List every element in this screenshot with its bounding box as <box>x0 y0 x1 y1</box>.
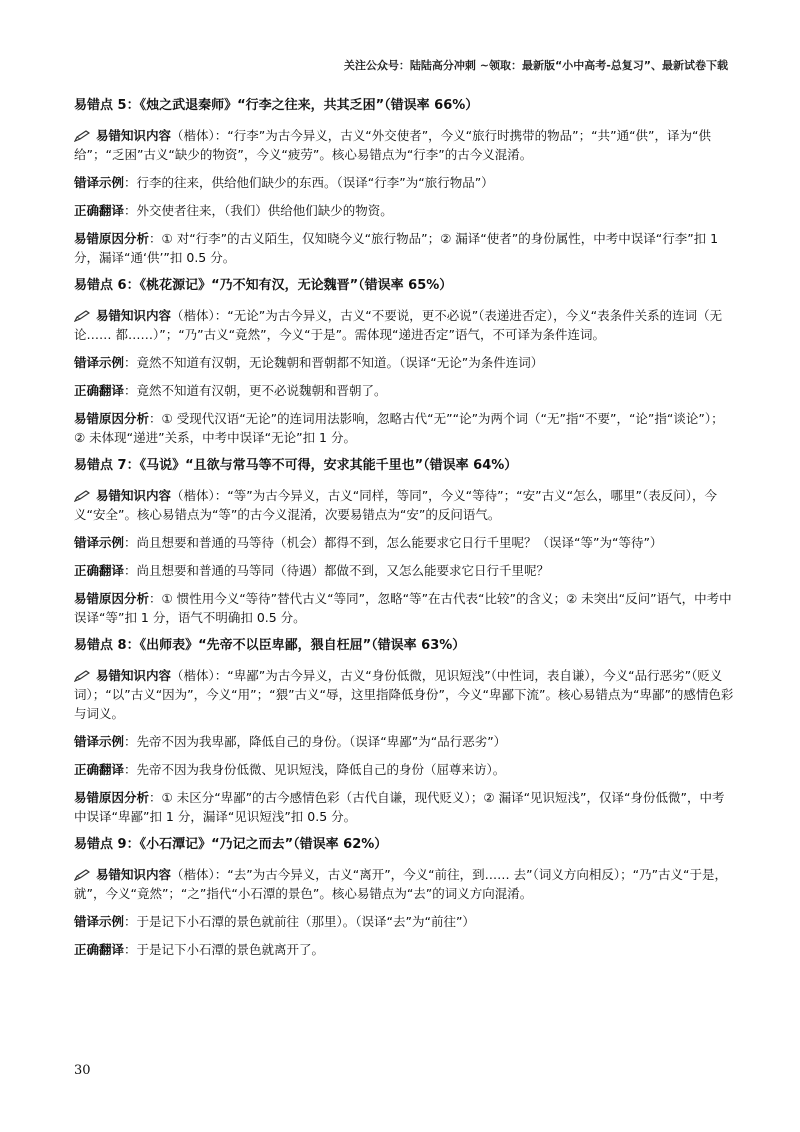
knowledge-label: 易错知识内容 <box>96 867 172 882</box>
right-text: ：尚且想要和普通的马等同（待遇）都做不到，又怎么能要求它日行千里呢？ <box>124 563 550 578</box>
error-analysis <box>74 229 734 267</box>
analysis-text: ：① 惯性用今义“等待”替代古义“等同”，忽略“等”在古代表“比较”的含义；② 未突出“反问”语气，中考中误译“等”扣 1 分，语气不明确扣 0.5 分。 <box>74 591 732 625</box>
analysis-text: ：① 未区分“卑鄙”的古今感情色彩（古代自谦，现代贬义）；② 漏译“见识短浅”，仅译“身份低微”，中考中误译“卑鄙”扣 1 分，漏译“见识短浅”扣 0.5 分。 <box>74 790 725 824</box>
right-label: 正确翻译 <box>74 563 125 578</box>
error-entry <box>74 276 734 447</box>
wrong-label: 错译示例 <box>74 535 125 550</box>
pencil-icon <box>74 130 90 142</box>
knowledge-text: （楷体）：“卑鄙”为古今异义，古义“身份低微，见识短浅”（中性词，表自谦），今义“品行恶劣”（贬义词）；“以”古义“因为”，今义“用”；“猥”古义“辱，这里指降低身份”，今义“卑鄙下流”。核心易错点为“卑鄙”的感情色彩与词义。 <box>74 668 734 721</box>
wrong-translation <box>74 533 734 552</box>
right-text: ：竟然不知道有汉朝，更不必说魏朝和晋朝了。 <box>124 383 387 398</box>
knowledge-label: 易错知识内容 <box>96 668 172 683</box>
wrong-text: ：行李的往来，供给他们缺少的东西。（误译“行李”为“旅行物品”） <box>124 175 494 190</box>
knowledge-paragraph <box>74 486 734 524</box>
correct-translation <box>74 940 734 959</box>
wrong-text: ：于是记下小石潭的景色就前往（那里）。（误译“去”为“前往”） <box>124 914 475 929</box>
wrong-label: 错译示例 <box>74 734 125 749</box>
wrong-text: ：尚且想要和普通的马等待（机会）都得不到，怎么能要求它日行千里呢？（误译“等”为“等待”） <box>124 535 663 550</box>
analysis-label: 易错原因分析 <box>74 231 150 246</box>
analysis-text: ：① 对“行李”的古义陌生，仅知晓今义“旅行物品”；② 漏译“使者”的身份属性，中考中误译“行李”扣 1 分，漏译“通‘供’”扣 0.5 分。 <box>74 231 719 265</box>
analysis-label: 易错原因分析 <box>74 790 150 805</box>
pencil-icon <box>74 670 90 682</box>
entry-title: 易错点 5：《烛之武退秦师》“行李之往来，共其乏困”（错误率 66%） <box>74 98 479 113</box>
pencil-icon <box>74 490 90 502</box>
error-analysis <box>74 409 734 447</box>
right-label: 正确翻译 <box>74 942 125 957</box>
right-text: ：先帝不因为我身份低微、见识短浅，降低自己的身份（屈尊来访）。 <box>124 762 506 777</box>
wrong-label: 错译示例 <box>74 355 125 370</box>
knowledge-text: （楷体）：“无论”为古今异义，古义“不要说，更不必说”（表递进否定），今义“表条件关系的连词（无论…… 都……）”；“乃”古义“竟然”，今义“于是”。需体现“递进否定”语气，不可译为条件连词。 <box>74 308 723 342</box>
right-label: 正确翻译 <box>74 383 125 398</box>
wrong-translation <box>74 732 734 751</box>
error-entry <box>74 96 734 267</box>
error-analysis <box>74 589 734 627</box>
entry-title: 易错点 8：《出师表》“先帝不以臣卑鄙，猥自枉屈”（错误率 63%） <box>74 638 466 653</box>
right-label: 正确翻译 <box>74 762 125 777</box>
correct-translation <box>74 760 734 779</box>
knowledge-paragraph <box>74 126 734 164</box>
correct-translation <box>74 561 734 580</box>
knowledge-label: 易错知识内容 <box>96 128 172 143</box>
wrong-text: ：竟然不知道有汉朝，无论魏朝和晋朝都不知道。（误译“无论”为条件连词） <box>124 355 544 370</box>
page-header: 关注公众号：陆陆高分冲刺 ~领取：最新版“小中高考-总复习”、最新试卷下载 <box>343 59 728 72</box>
wrong-label: 错译示例 <box>74 175 125 190</box>
analysis-label: 易错原因分析 <box>74 591 150 606</box>
wrong-translation <box>74 912 734 931</box>
pencil-icon <box>74 310 90 322</box>
analysis-label: 易错原因分析 <box>74 411 150 426</box>
entry-title: 易错点 7：《马说》“且欲与常马等不可得，安求其能千里也”（错误率 64%） <box>74 458 518 473</box>
correct-translation <box>74 381 734 400</box>
error-entry <box>74 636 734 826</box>
wrong-label: 错译示例 <box>74 914 125 929</box>
error-analysis <box>74 788 734 826</box>
knowledge-text: （楷体）：“行李”为古今异义，古义“外交使者”，今义“旅行时携带的物品”；“共”通“供”，译为“供给”；“乏困”古义“缺少的物资”，今义“疲劳”。核心易错点为“行李”的古今义混淆。 <box>74 128 712 162</box>
entry-title: 易错点 6：《桃花源记》“乃不知有汉，无论魏晋”（错误率 65%） <box>74 278 453 293</box>
right-label: 正确翻译 <box>74 203 125 218</box>
knowledge-text: （楷体）：“去”为古今异义，古义“离开”，今义“前往，到…… 去”（词义方向相反）；“乃”古义“于是，就”，今义“竟然”；“之”指代“小石潭的景色”。核心易错点为“去”的词义方向混淆。 <box>74 867 728 901</box>
right-text: ：于是记下小石潭的景色就离开了。 <box>124 942 325 957</box>
analysis-text: ：① 受现代汉语“无论”的连词用法影响，忽略古代“无”“论”为两个词（“无”指“不要”，“论”指“谈论”）；② 未体现“递进”关系，中考中误译“无论”扣 1 分。 <box>74 411 724 445</box>
knowledge-paragraph <box>74 865 734 903</box>
wrong-text: ：先帝不因为我卑鄙，降低自己的身份。（误译“卑鄙”为“品行恶劣”） <box>124 734 507 749</box>
wrong-translation <box>74 353 734 372</box>
right-text: ：外交使者往来，（我们）供给他们缺少的物资。 <box>124 203 393 218</box>
knowledge-label: 易错知识内容 <box>96 308 172 323</box>
knowledge-text: （楷体）：“等”为古今异义，古义“同样，等同”，今义“等待”；“安”古义“怎么，哪里”（表反问），今义“安全”。核心易错点为“等”的古今义混淆，次要易错点为“安”的反问语气。 <box>74 488 718 522</box>
entry-title: 易错点 9：《小石潭记》“乃记之而去”（错误率 62%） <box>74 837 388 852</box>
pencil-icon <box>74 869 90 881</box>
wrong-translation <box>74 173 734 192</box>
correct-translation <box>74 201 734 220</box>
knowledge-paragraph <box>74 306 734 344</box>
page-number: 30 <box>74 1063 91 1078</box>
error-entry <box>74 456 734 627</box>
knowledge-paragraph <box>74 666 734 723</box>
error-entry <box>74 835 734 959</box>
page-content <box>74 96 734 968</box>
knowledge-label: 易错知识内容 <box>96 488 172 503</box>
